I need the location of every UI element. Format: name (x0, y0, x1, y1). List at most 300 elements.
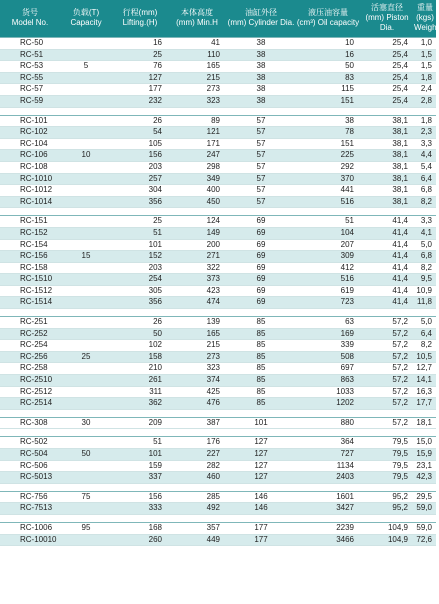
cell-oil: 412 (296, 262, 360, 274)
table-row (0, 328, 436, 340)
cell-piston: 41,4 (360, 251, 414, 263)
cell-weight: 6,4 (414, 328, 436, 340)
cell-height: 247 (168, 150, 226, 162)
cell-cylinder: 69 (226, 262, 296, 274)
cell-height: 149 (168, 227, 226, 239)
cell-capacity (60, 285, 112, 297)
cell-oil: 51 (296, 216, 360, 228)
cell-oil: 169 (296, 328, 360, 340)
cell-model: RC-251 (0, 317, 60, 329)
cell-piston: 79,5 (360, 449, 414, 461)
cell-capacity (60, 161, 112, 173)
cell-model: RC-50 (0, 38, 60, 50)
cell-capacity (60, 375, 112, 387)
cell-cylinder: 69 (226, 216, 296, 228)
cell-cylinder: 146 (226, 491, 296, 503)
cell-height: 273 (168, 351, 226, 363)
cell-capacity (60, 84, 112, 96)
cell-lifting: 305 (112, 285, 168, 297)
cell-oil: 370 (296, 173, 360, 185)
cell-capacity (60, 363, 112, 375)
cell-lifting: 203 (112, 161, 168, 173)
group-spacer (0, 409, 436, 417)
cell-height: 349 (168, 173, 226, 185)
table-row (0, 49, 436, 61)
cell-lifting: 261 (112, 375, 168, 387)
cell-weight: 2,4 (414, 84, 436, 96)
cell-cylinder: 85 (226, 317, 296, 329)
cell-oil: 83 (296, 72, 360, 84)
table-row (0, 173, 436, 185)
cell-oil: 697 (296, 363, 360, 375)
cell-oil: 1134 (296, 460, 360, 472)
cell-weight: 17,7 (414, 398, 436, 410)
cell-capacity (60, 49, 112, 61)
cell-weight: 6,8 (414, 185, 436, 197)
cell-oil: 63 (296, 317, 360, 329)
cell-cylinder: 85 (226, 340, 296, 352)
cell-weight: 8,2 (414, 262, 436, 274)
table-row (0, 95, 436, 107)
cell-lifting: 50 (112, 328, 168, 340)
cell-capacity (60, 38, 112, 50)
cell-height: 124 (168, 216, 226, 228)
cell-piston: 57,2 (360, 328, 414, 340)
cell-height: 298 (168, 161, 226, 173)
cell-weight: 8,2 (414, 340, 436, 352)
cell-model: RC-106 (0, 150, 60, 162)
cell-height: 423 (168, 285, 226, 297)
cell-model: RC-154 (0, 239, 60, 251)
cell-piston: 104,9 (360, 534, 414, 546)
table-row (0, 363, 436, 375)
cell-oil: 863 (296, 375, 360, 387)
cell-capacity (60, 534, 112, 546)
cell-weight: 2,3 (414, 127, 436, 139)
cell-cylinder: 127 (226, 460, 296, 472)
table-row (0, 185, 436, 197)
cell-height: 387 (168, 417, 226, 429)
table-row (0, 262, 436, 274)
cell-lifting: 260 (112, 534, 168, 546)
header-lifting: 行程(mm) Lifting.(H) (112, 0, 168, 38)
cell-capacity: 5 (60, 61, 112, 73)
cell-cylinder: 57 (226, 196, 296, 208)
cell-cylinder: 38 (226, 84, 296, 96)
cell-weight: 3,3 (414, 216, 436, 228)
cell-lifting: 54 (112, 127, 168, 139)
cell-height: 165 (168, 61, 226, 73)
table-body (0, 38, 436, 546)
cell-capacity (60, 297, 112, 309)
cell-piston: 38,1 (360, 173, 414, 185)
cell-model: RC-55 (0, 72, 60, 84)
cell-weight: 18,1 (414, 417, 436, 429)
cell-piston: 38,1 (360, 161, 414, 173)
cell-model: RC-2514 (0, 398, 60, 410)
header-height: 本体高度 (mm) Min.H (168, 0, 226, 38)
cell-oil: 364 (296, 437, 360, 449)
cell-weight: 1,5 (414, 61, 436, 73)
cell-piston: 57,2 (360, 351, 414, 363)
cell-piston: 25,4 (360, 38, 414, 50)
cell-oil: 1033 (296, 386, 360, 398)
cell-capacity (60, 472, 112, 484)
table-row (0, 472, 436, 484)
cell-model: RC-756 (0, 491, 60, 503)
table-row (0, 150, 436, 162)
cell-capacity (60, 72, 112, 84)
cell-oil: 880 (296, 417, 360, 429)
cell-piston: 25,4 (360, 61, 414, 73)
cell-lifting: 76 (112, 61, 168, 73)
cell-lifting: 25 (112, 49, 168, 61)
cell-height: 374 (168, 375, 226, 387)
cell-model: RC-57 (0, 84, 60, 96)
cell-capacity (60, 115, 112, 127)
cell-model: RC-502 (0, 437, 60, 449)
cell-piston: 41,4 (360, 262, 414, 274)
cell-weight: 12,7 (414, 363, 436, 375)
cell-capacity (60, 386, 112, 398)
cell-piston: 57,2 (360, 363, 414, 375)
cell-height: 110 (168, 49, 226, 61)
cell-oil: 78 (296, 127, 360, 139)
cell-lifting: 156 (112, 150, 168, 162)
cell-lifting: 101 (112, 449, 168, 461)
cell-capacity (60, 274, 112, 286)
group-spacer (0, 309, 436, 317)
cell-oil: 3427 (296, 503, 360, 515)
cell-weight: 59,0 (414, 522, 436, 534)
cell-piston: 25,4 (360, 95, 414, 107)
cell-lifting: 257 (112, 173, 168, 185)
cell-cylinder: 101 (226, 417, 296, 429)
cell-oil: 292 (296, 161, 360, 173)
cell-oil: 619 (296, 285, 360, 297)
cell-lifting: 311 (112, 386, 168, 398)
header-cylinder: 油缸外径 (mm) Cylinder Dia. (226, 0, 296, 38)
cell-oil: 225 (296, 150, 360, 162)
cell-oil: 2403 (296, 472, 360, 484)
cell-height: 373 (168, 274, 226, 286)
header-oil: 液压油容量 (cm³) Oil capacity (296, 0, 360, 38)
cell-capacity (60, 196, 112, 208)
cell-lifting: 356 (112, 196, 168, 208)
cell-lifting: 356 (112, 297, 168, 309)
cell-weight: 23,1 (414, 460, 436, 472)
cell-height: 215 (168, 72, 226, 84)
cell-capacity (60, 503, 112, 515)
table-row (0, 239, 436, 251)
table-row (0, 503, 436, 515)
cell-model: RC-1512 (0, 285, 60, 297)
cell-cylinder: 57 (226, 150, 296, 162)
cell-piston: 38,1 (360, 115, 414, 127)
cell-capacity: 30 (60, 417, 112, 429)
cell-lifting: 254 (112, 274, 168, 286)
cell-weight: 1,8 (414, 72, 436, 84)
cell-piston: 79,5 (360, 460, 414, 472)
table-row (0, 437, 436, 449)
cell-lifting: 127 (112, 72, 168, 84)
cell-piston: 57,2 (360, 317, 414, 329)
cell-piston: 41,4 (360, 216, 414, 228)
cell-height: 357 (168, 522, 226, 534)
cell-capacity: 50 (60, 449, 112, 461)
cell-oil: 339 (296, 340, 360, 352)
cell-lifting: 158 (112, 351, 168, 363)
cell-weight: 6,4 (414, 173, 436, 185)
cell-oil: 151 (296, 95, 360, 107)
cell-piston: 25,4 (360, 72, 414, 84)
table-row (0, 375, 436, 387)
cell-weight: 1,0 (414, 38, 436, 50)
cell-oil: 50 (296, 61, 360, 73)
cell-weight: 59,0 (414, 503, 436, 515)
cell-lifting: 203 (112, 262, 168, 274)
header-model: 货号 Model No. (0, 0, 60, 38)
table-row (0, 460, 436, 472)
cell-height: 323 (168, 95, 226, 107)
group-spacer (0, 208, 436, 216)
cell-model: RC-151 (0, 216, 60, 228)
table-row (0, 398, 436, 410)
table-row (0, 251, 436, 263)
cell-weight: 8,2 (414, 196, 436, 208)
cell-capacity (60, 127, 112, 139)
cell-model: RC-1006 (0, 522, 60, 534)
cell-height: 400 (168, 185, 226, 197)
cell-capacity: 25 (60, 351, 112, 363)
table-row (0, 138, 436, 150)
cell-cylinder: 38 (226, 72, 296, 84)
table-row (0, 534, 436, 546)
cell-lifting: 156 (112, 491, 168, 503)
cell-cylinder: 85 (226, 328, 296, 340)
cell-piston: 57,2 (360, 417, 414, 429)
cell-piston: 57,2 (360, 375, 414, 387)
cell-piston: 38,1 (360, 196, 414, 208)
cell-cylinder: 38 (226, 38, 296, 50)
cell-model: RC-156 (0, 251, 60, 263)
cell-oil: 2239 (296, 522, 360, 534)
table-row (0, 72, 436, 84)
cell-height: 425 (168, 386, 226, 398)
cell-model: RC-1014 (0, 196, 60, 208)
cell-model: RC-504 (0, 449, 60, 461)
cell-oil: 1202 (296, 398, 360, 410)
table-row (0, 449, 436, 461)
table-row (0, 285, 436, 297)
cell-cylinder: 127 (226, 449, 296, 461)
cell-weight: 10,5 (414, 351, 436, 363)
cell-capacity (60, 437, 112, 449)
cell-weight: 16,3 (414, 386, 436, 398)
cell-cylinder: 85 (226, 386, 296, 398)
cell-piston: 57,2 (360, 340, 414, 352)
cell-height: 165 (168, 328, 226, 340)
cell-lifting: 304 (112, 185, 168, 197)
table-row (0, 340, 436, 352)
cell-height: 476 (168, 398, 226, 410)
cell-model: RC-256 (0, 351, 60, 363)
cell-oil: 508 (296, 351, 360, 363)
group-spacer (0, 107, 436, 115)
cell-lifting: 168 (112, 522, 168, 534)
cell-height: 121 (168, 127, 226, 139)
cell-weight: 14,1 (414, 375, 436, 387)
cell-piston: 41,4 (360, 285, 414, 297)
cell-weight: 72,6 (414, 534, 436, 546)
table-row (0, 115, 436, 127)
cell-cylinder: 57 (226, 127, 296, 139)
cell-height: 285 (168, 491, 226, 503)
cell-cylinder: 38 (226, 95, 296, 107)
header-piston: 活塞直径 (mm) Piston Dia. (360, 0, 414, 38)
cell-model: RC-158 (0, 262, 60, 274)
cell-model: RC-101 (0, 115, 60, 127)
cell-oil: 207 (296, 239, 360, 251)
cell-oil: 10 (296, 38, 360, 50)
cell-model: RC-7513 (0, 503, 60, 515)
cell-cylinder: 38 (226, 61, 296, 73)
cell-piston: 38,1 (360, 150, 414, 162)
group-spacer (0, 483, 436, 491)
cell-cylinder: 69 (226, 297, 296, 309)
cell-capacity: 95 (60, 522, 112, 534)
cell-height: 176 (168, 437, 226, 449)
cell-model: RC-108 (0, 161, 60, 173)
cell-piston: 38,1 (360, 185, 414, 197)
cell-height: 139 (168, 317, 226, 329)
cell-height: 322 (168, 262, 226, 274)
table-row (0, 127, 436, 139)
cell-oil: 516 (296, 274, 360, 286)
cell-height: 474 (168, 297, 226, 309)
cell-height: 282 (168, 460, 226, 472)
cell-model: RC-53 (0, 61, 60, 73)
cell-oil: 104 (296, 227, 360, 239)
table-row (0, 297, 436, 309)
cell-weight: 9,5 (414, 274, 436, 286)
cell-model: RC-254 (0, 340, 60, 352)
cell-weight: 5,0 (414, 239, 436, 251)
cell-height: 492 (168, 503, 226, 515)
cell-oil: 38 (296, 115, 360, 127)
cell-height: 323 (168, 363, 226, 375)
cell-weight: 42,3 (414, 472, 436, 484)
cell-weight: 10,9 (414, 285, 436, 297)
cell-cylinder: 127 (226, 437, 296, 449)
cell-lifting: 210 (112, 363, 168, 375)
cell-weight: 1,8 (414, 115, 436, 127)
cell-height: 273 (168, 84, 226, 96)
cell-piston: 38,1 (360, 138, 414, 150)
cell-cylinder: 85 (226, 351, 296, 363)
cell-weight: 4,4 (414, 150, 436, 162)
cell-lifting: 51 (112, 227, 168, 239)
cell-lifting: 333 (112, 503, 168, 515)
cell-lifting: 26 (112, 317, 168, 329)
table-row (0, 522, 436, 534)
cell-model: RC-1012 (0, 185, 60, 197)
table-row (0, 274, 436, 286)
cell-lifting: 51 (112, 437, 168, 449)
cell-lifting: 26 (112, 115, 168, 127)
cell-lifting: 337 (112, 472, 168, 484)
cell-height: 227 (168, 449, 226, 461)
cell-capacity (60, 216, 112, 228)
cell-model: RC-59 (0, 95, 60, 107)
cell-weight: 4,1 (414, 227, 436, 239)
cell-weight: 15,0 (414, 437, 436, 449)
cell-cylinder: 57 (226, 173, 296, 185)
cell-height: 271 (168, 251, 226, 263)
cell-cylinder: 146 (226, 503, 296, 515)
cell-weight: 5,4 (414, 161, 436, 173)
cell-height: 41 (168, 38, 226, 50)
header-weight: 重量 (kgs) Weight (414, 0, 436, 38)
table-row (0, 351, 436, 363)
cell-weight: 1,5 (414, 49, 436, 61)
table-row (0, 317, 436, 329)
cell-model: RC-2510 (0, 375, 60, 387)
cell-capacity (60, 340, 112, 352)
cell-model: RC-2512 (0, 386, 60, 398)
cell-height: 450 (168, 196, 226, 208)
cell-weight: 11,8 (414, 297, 436, 309)
cell-piston: 57,2 (360, 398, 414, 410)
cell-height: 215 (168, 340, 226, 352)
cell-model: RC-102 (0, 127, 60, 139)
cell-cylinder: 69 (226, 239, 296, 251)
cell-oil: 516 (296, 196, 360, 208)
cell-cylinder: 177 (226, 522, 296, 534)
cell-cylinder: 85 (226, 363, 296, 375)
table-row (0, 417, 436, 429)
cell-oil: 309 (296, 251, 360, 263)
cell-oil: 151 (296, 138, 360, 150)
cell-oil: 723 (296, 297, 360, 309)
cell-capacity (60, 227, 112, 239)
cell-cylinder: 57 (226, 185, 296, 197)
cell-piston: 25,4 (360, 84, 414, 96)
cell-weight: 29,5 (414, 491, 436, 503)
cell-lifting: 159 (112, 460, 168, 472)
cell-weight: 2,8 (414, 95, 436, 107)
cell-oil: 16 (296, 49, 360, 61)
cell-piston: 38,1 (360, 127, 414, 139)
cell-piston: 57,2 (360, 386, 414, 398)
cell-height: 89 (168, 115, 226, 127)
cell-capacity (60, 138, 112, 150)
cell-weight: 6,8 (414, 251, 436, 263)
cell-capacity: 75 (60, 491, 112, 503)
cell-capacity (60, 328, 112, 340)
cell-piston: 79,5 (360, 472, 414, 484)
cell-model: RC-506 (0, 460, 60, 472)
cell-capacity (60, 262, 112, 274)
cell-piston: 41,4 (360, 227, 414, 239)
cell-model: RC-10010 (0, 534, 60, 546)
cell-model: RC-308 (0, 417, 60, 429)
cell-weight: 3,3 (414, 138, 436, 150)
table-row (0, 84, 436, 96)
cell-model: RC-258 (0, 363, 60, 375)
cell-piston: 95,2 (360, 491, 414, 503)
cell-cylinder: 69 (226, 285, 296, 297)
